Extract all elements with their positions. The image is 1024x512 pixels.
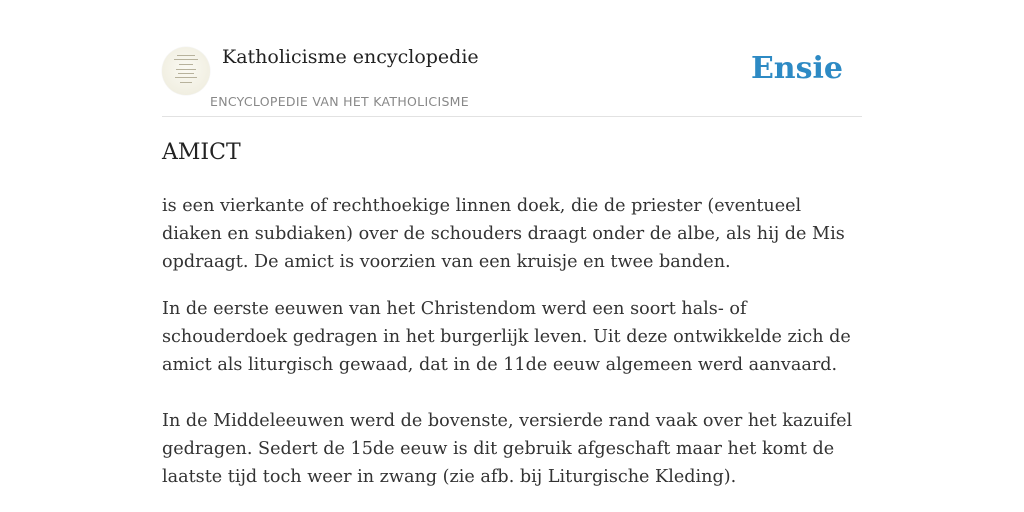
article-body: [162, 192, 862, 491]
book-subtitle: ENCYCLOPEDIE VAN HET KATHOLICISME: [210, 94, 469, 109]
article-paragraph: In de eerste eeuwen van het Christendom werd een soort hals- of schouderdoek gedragen in het burgerlijk leven. Uit deze ontwikkelde zich de amict als liturgisch gewaad, dat in de 11de eeuw algemeen werd aanvaard.: [162, 299, 851, 375]
article-paragraph: In de Middeleeuwen werd de bovenste, versierde rand vaak over het kazuifel gedragen. Sedert de 15de eeuw is dit gebruik afgeschaft maar het komt de laatste tijd toch weer in zwang (zie afb. bij Liturgische Kleding).: [162, 411, 853, 487]
article-title: AMICT: [162, 140, 241, 165]
header: [162, 40, 862, 117]
article-paragraph: is een vierkante of rechthoekige linnen doek, die de priester (eventueel diaken en subdiaken) over de schouders draagt onder de albe, als hij de Mis opdraagt. De amict is voorzien van een kruisje en twee banden.: [162, 196, 845, 272]
book-title-link[interactable]: Katholicisme encyclopedie: [222, 46, 479, 68]
ensie-logo-link[interactable]: Ensie: [750, 51, 843, 86]
book-cover-image[interactable]: [162, 47, 210, 95]
